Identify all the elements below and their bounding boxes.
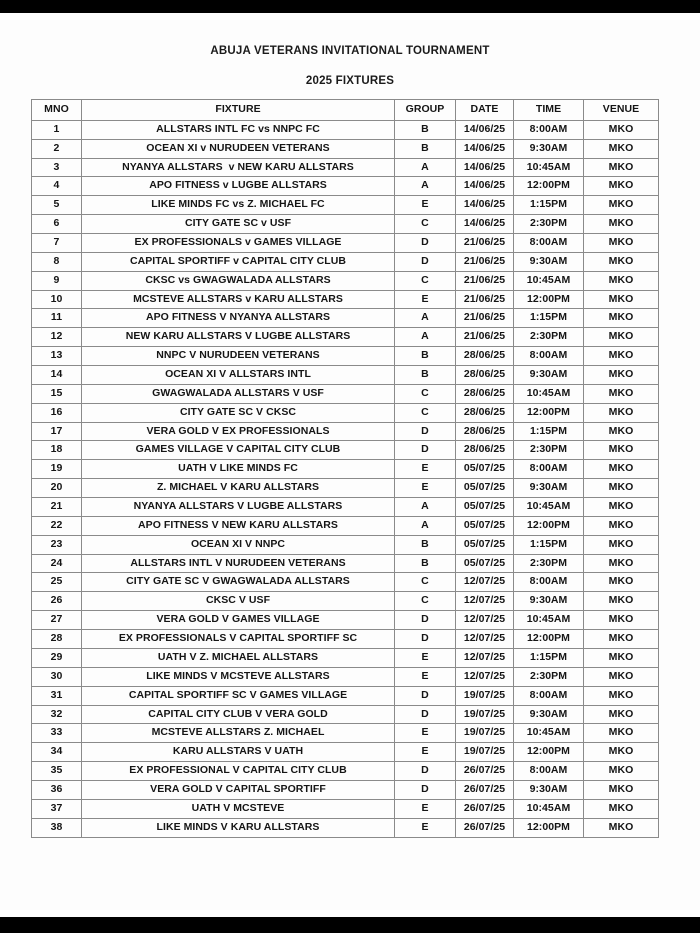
cell-fixture: EX PROFESSIONAL V CAPITAL CITY CLUB — [82, 762, 395, 781]
cell-group: C — [395, 573, 456, 592]
cell-time: 2:30PM — [514, 441, 584, 460]
cell-date: 26/07/25 — [456, 818, 514, 837]
cell-group: B — [395, 366, 456, 385]
table-row — [32, 762, 659, 781]
table-row — [32, 290, 659, 309]
cell-fixture: GWAGWALADA ALLSTARS V USF — [82, 384, 395, 403]
cell-fixture: CITY GATE SC v USF — [82, 215, 395, 234]
cell-mno: 32 — [32, 705, 82, 724]
cell-venue: MKO — [584, 724, 659, 743]
cell-venue: MKO — [584, 611, 659, 630]
cell-date: 05/07/25 — [456, 498, 514, 517]
cell-fixture: ALLSTARS INTL V NURUDEEN VETERANS — [82, 554, 395, 573]
cell-date: 05/07/25 — [456, 535, 514, 554]
cell-date: 12/07/25 — [456, 630, 514, 649]
cell-group: D — [395, 630, 456, 649]
cell-date: 21/06/25 — [456, 309, 514, 328]
cell-date: 19/07/25 — [456, 686, 514, 705]
cell-date: 28/06/25 — [456, 366, 514, 385]
cell-group: A — [395, 177, 456, 196]
table-row — [32, 196, 659, 215]
cell-venue: MKO — [584, 252, 659, 271]
cell-time: 12:00PM — [514, 177, 584, 196]
cell-group: C — [395, 592, 456, 611]
cell-venue: MKO — [584, 177, 659, 196]
cell-mno: 24 — [32, 554, 82, 573]
cell-group: B — [395, 139, 456, 158]
cell-mno: 17 — [32, 422, 82, 441]
bottom-black-bar — [0, 917, 700, 933]
cell-date: 14/06/25 — [456, 177, 514, 196]
cell-mno: 33 — [32, 724, 82, 743]
cell-time: 8:00AM — [514, 573, 584, 592]
cell-mno: 5 — [32, 196, 82, 215]
cell-date: 26/07/25 — [456, 762, 514, 781]
cell-fixture: MCSTEVE ALLSTARS Z. MICHAEL — [82, 724, 395, 743]
cell-date: 28/06/25 — [456, 403, 514, 422]
cell-venue: MKO — [584, 648, 659, 667]
cell-venue: MKO — [584, 573, 659, 592]
table-row — [32, 818, 659, 837]
cell-venue: MKO — [584, 347, 659, 366]
cell-group: C — [395, 271, 456, 290]
cell-venue: MKO — [584, 498, 659, 517]
cell-time: 12:00PM — [514, 403, 584, 422]
cell-time: 9:30AM — [514, 592, 584, 611]
table-row — [32, 799, 659, 818]
table-row — [32, 366, 659, 385]
cell-time: 1:15PM — [514, 422, 584, 441]
cell-mno: 27 — [32, 611, 82, 630]
cell-time: 1:15PM — [514, 648, 584, 667]
cell-mno: 2 — [32, 139, 82, 158]
cell-time: 9:30AM — [514, 705, 584, 724]
cell-date: 21/06/25 — [456, 234, 514, 253]
cell-group: E — [395, 460, 456, 479]
table-row — [32, 120, 659, 139]
cell-group: A — [395, 328, 456, 347]
cell-group: D — [395, 780, 456, 799]
cell-time: 8:00AM — [514, 234, 584, 253]
cell-date: 05/07/25 — [456, 479, 514, 498]
cell-venue: MKO — [584, 234, 659, 253]
cell-fixture: NYANYA ALLSTARS V LUGBE ALLSTARS — [82, 498, 395, 517]
cell-mno: 31 — [32, 686, 82, 705]
cell-time: 12:00PM — [514, 630, 584, 649]
table-row — [32, 535, 659, 554]
page-title: ABUJA VETERANS INVITATIONAL TOURNAMENT — [210, 45, 490, 57]
fixtures-table-container — [31, 99, 658, 838]
cell-mno: 18 — [32, 441, 82, 460]
cell-group: C — [395, 403, 456, 422]
cell-mno: 11 — [32, 309, 82, 328]
cell-group: D — [395, 686, 456, 705]
cell-fixture: GAMES VILLAGE V CAPITAL CITY CLUB — [82, 441, 395, 460]
cell-time: 2:30PM — [514, 667, 584, 686]
cell-mno: 12 — [32, 328, 82, 347]
title-block — [0, 13, 700, 87]
table-header-row — [32, 100, 659, 121]
table-row — [32, 611, 659, 630]
cell-date: 21/06/25 — [456, 328, 514, 347]
cell-fixture: CITY GATE SC V GWAGWALADA ALLSTARS — [82, 573, 395, 592]
cell-group: E — [395, 196, 456, 215]
cell-fixture: EX PROFESSIONALS V CAPITAL SPORTIFF SC — [82, 630, 395, 649]
cell-time: 10:45AM — [514, 611, 584, 630]
cell-venue: MKO — [584, 762, 659, 781]
table-row — [32, 743, 659, 762]
cell-group: E — [395, 667, 456, 686]
cell-group: C — [395, 384, 456, 403]
cell-mno: 7 — [32, 234, 82, 253]
cell-time: 10:45AM — [514, 158, 584, 177]
cell-mno: 4 — [32, 177, 82, 196]
cell-date: 19/07/25 — [456, 743, 514, 762]
cell-date: 12/07/25 — [456, 592, 514, 611]
cell-date: 19/07/25 — [456, 724, 514, 743]
cell-date: 26/07/25 — [456, 799, 514, 818]
cell-fixture: LIKE MINDS V KARU ALLSTARS — [82, 818, 395, 837]
cell-venue: MKO — [584, 403, 659, 422]
cell-time: 12:00PM — [514, 818, 584, 837]
cell-group: E — [395, 818, 456, 837]
cell-mno: 6 — [32, 215, 82, 234]
table-row — [32, 347, 659, 366]
cell-venue: MKO — [584, 384, 659, 403]
cell-fixture: LIKE MINDS FC vs Z. MICHAEL FC — [82, 196, 395, 215]
cell-mno: 8 — [32, 252, 82, 271]
cell-fixture: NEW KARU ALLSTARS V LUGBE ALLSTARS — [82, 328, 395, 347]
cell-time: 2:30PM — [514, 554, 584, 573]
cell-mno: 15 — [32, 384, 82, 403]
cell-mno: 26 — [32, 592, 82, 611]
cell-group: D — [395, 422, 456, 441]
cell-date: 14/06/25 — [456, 120, 514, 139]
cell-mno: 38 — [32, 818, 82, 837]
cell-fixture: Z. MICHAEL V KARU ALLSTARS — [82, 479, 395, 498]
table-row — [32, 554, 659, 573]
cell-group: E — [395, 290, 456, 309]
table-row — [32, 271, 659, 290]
table-row — [32, 460, 659, 479]
cell-venue: MKO — [584, 780, 659, 799]
cell-date: 21/06/25 — [456, 271, 514, 290]
cell-mno: 21 — [32, 498, 82, 517]
table-row — [32, 630, 659, 649]
cell-time: 9:30AM — [514, 479, 584, 498]
cell-venue: MKO — [584, 196, 659, 215]
top-black-bar — [0, 0, 700, 13]
cell-fixture: APO FITNESS V NYANYA ALLSTARS — [82, 309, 395, 328]
cell-time: 10:45AM — [514, 724, 584, 743]
cell-fixture: CAPITAL SPORTIFF SC V GAMES VILLAGE — [82, 686, 395, 705]
cell-mno: 19 — [32, 460, 82, 479]
table-row — [32, 309, 659, 328]
cell-mno: 22 — [32, 516, 82, 535]
cell-group: E — [395, 743, 456, 762]
cell-group: C — [395, 215, 456, 234]
cell-fixture: EX PROFESSIONALS v GAMES VILLAGE — [82, 234, 395, 253]
cell-date: 12/07/25 — [456, 667, 514, 686]
cell-group: B — [395, 347, 456, 366]
cell-mno: 37 — [32, 799, 82, 818]
cell-venue: MKO — [584, 818, 659, 837]
cell-venue: MKO — [584, 535, 659, 554]
cell-mno: 28 — [32, 630, 82, 649]
cell-venue: MKO — [584, 366, 659, 385]
cell-venue: MKO — [584, 271, 659, 290]
cell-date: 19/07/25 — [456, 705, 514, 724]
cell-time: 8:00AM — [514, 347, 584, 366]
cell-mno: 29 — [32, 648, 82, 667]
cell-fixture: CAPITAL SPORTIFF v CAPITAL CITY CLUB — [82, 252, 395, 271]
table-row — [32, 592, 659, 611]
cell-date: 21/06/25 — [456, 252, 514, 271]
cell-venue: MKO — [584, 441, 659, 460]
cell-group: D — [395, 611, 456, 630]
cell-date: 14/06/25 — [456, 215, 514, 234]
cell-venue: MKO — [584, 799, 659, 818]
column-header-venue: VENUE — [584, 100, 659, 121]
cell-date: 14/06/25 — [456, 158, 514, 177]
cell-venue: MKO — [584, 743, 659, 762]
cell-time: 1:15PM — [514, 309, 584, 328]
cell-mno: 20 — [32, 479, 82, 498]
cell-group: E — [395, 724, 456, 743]
cell-group: D — [395, 762, 456, 781]
cell-time: 8:00AM — [514, 460, 584, 479]
table-row — [32, 234, 659, 253]
cell-mno: 35 — [32, 762, 82, 781]
cell-group: A — [395, 309, 456, 328]
cell-time: 10:45AM — [514, 498, 584, 517]
cell-mno: 30 — [32, 667, 82, 686]
cell-venue: MKO — [584, 592, 659, 611]
cell-group: A — [395, 498, 456, 517]
cell-date: 21/06/25 — [456, 290, 514, 309]
cell-fixture: UATH V LIKE MINDS FC — [82, 460, 395, 479]
cell-fixture: CKSC vs GWAGWALADA ALLSTARS — [82, 271, 395, 290]
cell-venue: MKO — [584, 309, 659, 328]
table-row — [32, 177, 659, 196]
cell-mno: 1 — [32, 120, 82, 139]
cell-time: 12:00PM — [514, 290, 584, 309]
cell-fixture: ALLSTARS INTL FC vs NNPC FC — [82, 120, 395, 139]
cell-fixture: UATH V MCSTEVE — [82, 799, 395, 818]
table-row — [32, 139, 659, 158]
cell-fixture: OCEAN XI v NURUDEEN VETERANS — [82, 139, 395, 158]
cell-date: 05/07/25 — [456, 554, 514, 573]
cell-time: 9:30AM — [514, 252, 584, 271]
cell-time: 10:45AM — [514, 271, 584, 290]
cell-date: 05/07/25 — [456, 460, 514, 479]
table-row — [32, 384, 659, 403]
table-row — [32, 724, 659, 743]
cell-mno: 10 — [32, 290, 82, 309]
cell-fixture: MCSTEVE ALLSTARS v KARU ALLSTARS — [82, 290, 395, 309]
cell-fixture: UATH V Z. MICHAEL ALLSTARS — [82, 648, 395, 667]
cell-venue: MKO — [584, 667, 659, 686]
table-row — [32, 441, 659, 460]
cell-group: D — [395, 252, 456, 271]
cell-group: E — [395, 799, 456, 818]
cell-date: 28/06/25 — [456, 441, 514, 460]
table-row — [32, 780, 659, 799]
cell-time: 2:30PM — [514, 215, 584, 234]
table-row — [32, 215, 659, 234]
cell-time: 12:00PM — [514, 516, 584, 535]
table-row — [32, 686, 659, 705]
cell-group: A — [395, 158, 456, 177]
cell-group: E — [395, 648, 456, 667]
cell-date: 28/06/25 — [456, 347, 514, 366]
cell-group: D — [395, 441, 456, 460]
cell-date: 26/07/25 — [456, 780, 514, 799]
cell-venue: MKO — [584, 139, 659, 158]
cell-time: 9:30AM — [514, 366, 584, 385]
table-row — [32, 648, 659, 667]
cell-fixture: CKSC V USF — [82, 592, 395, 611]
table-row — [32, 516, 659, 535]
cell-fixture: APO FITNESS V NEW KARU ALLSTARS — [82, 516, 395, 535]
cell-mno: 36 — [32, 780, 82, 799]
cell-date: 12/07/25 — [456, 573, 514, 592]
cell-time: 1:15PM — [514, 196, 584, 215]
cell-fixture: VERA GOLD V EX PROFESSIONALS — [82, 422, 395, 441]
cell-venue: MKO — [584, 158, 659, 177]
cell-venue: MKO — [584, 479, 659, 498]
cell-fixture: APO FITNESS v LUGBE ALLSTARS — [82, 177, 395, 196]
cell-date: 12/07/25 — [456, 648, 514, 667]
table-row — [32, 252, 659, 271]
cell-time: 1:15PM — [514, 535, 584, 554]
table-row — [32, 158, 659, 177]
cell-group: D — [395, 234, 456, 253]
cell-mno: 34 — [32, 743, 82, 762]
cell-fixture: LIKE MINDS V MCSTEVE ALLSTARS — [82, 667, 395, 686]
cell-group: E — [395, 479, 456, 498]
cell-date: 28/06/25 — [456, 384, 514, 403]
cell-venue: MKO — [584, 554, 659, 573]
table-row — [32, 705, 659, 724]
table-row — [32, 498, 659, 517]
table-row — [32, 403, 659, 422]
cell-fixture: NYANYA ALLSTARS v NEW KARU ALLSTARS — [82, 158, 395, 177]
cell-group: A — [395, 516, 456, 535]
cell-venue: MKO — [584, 460, 659, 479]
cell-fixture: OCEAN XI V NNPC — [82, 535, 395, 554]
cell-fixture: NNPC V NURUDEEN VETERANS — [82, 347, 395, 366]
cell-date: 28/06/25 — [456, 422, 514, 441]
cell-venue: MKO — [584, 686, 659, 705]
cell-mno: 3 — [32, 158, 82, 177]
cell-fixture: OCEAN XI V ALLSTARS INTL — [82, 366, 395, 385]
cell-venue: MKO — [584, 705, 659, 724]
column-header-mno: MNO — [32, 100, 82, 121]
cell-group: D — [395, 705, 456, 724]
cell-fixture: CAPITAL CITY CLUB V VERA GOLD — [82, 705, 395, 724]
cell-venue: MKO — [584, 215, 659, 234]
column-header-time: TIME — [514, 100, 584, 121]
cell-mno: 13 — [32, 347, 82, 366]
cell-time: 8:00AM — [514, 120, 584, 139]
column-header-group: GROUP — [395, 100, 456, 121]
cell-date: 14/06/25 — [456, 139, 514, 158]
cell-time: 2:30PM — [514, 328, 584, 347]
cell-venue: MKO — [584, 516, 659, 535]
cell-venue: MKO — [584, 328, 659, 347]
table-row — [32, 328, 659, 347]
cell-group: B — [395, 120, 456, 139]
cell-fixture: KARU ALLSTARS V UATH — [82, 743, 395, 762]
cell-time: 12:00PM — [514, 743, 584, 762]
cell-venue: MKO — [584, 120, 659, 139]
cell-venue: MKO — [584, 422, 659, 441]
table-row — [32, 479, 659, 498]
cell-mno: 9 — [32, 271, 82, 290]
cell-time: 10:45AM — [514, 799, 584, 818]
page-subtitle: 2025 FIXTURES — [305, 75, 395, 87]
table-row — [32, 573, 659, 592]
cell-mno: 14 — [32, 366, 82, 385]
cell-fixture: VERA GOLD V GAMES VILLAGE — [82, 611, 395, 630]
cell-group: B — [395, 535, 456, 554]
cell-mno: 16 — [32, 403, 82, 422]
document-page — [0, 13, 700, 917]
fixtures-table-body — [32, 120, 659, 837]
cell-date: 05/07/25 — [456, 516, 514, 535]
cell-time: 8:00AM — [514, 762, 584, 781]
cell-mno: 25 — [32, 573, 82, 592]
cell-fixture: CITY GATE SC V CKSC — [82, 403, 395, 422]
cell-mno: 23 — [32, 535, 82, 554]
fixtures-table — [31, 99, 659, 838]
cell-time: 9:30AM — [514, 139, 584, 158]
table-row — [32, 422, 659, 441]
cell-fixture: VERA GOLD V CAPITAL SPORTIFF — [82, 780, 395, 799]
table-row — [32, 667, 659, 686]
cell-date: 14/06/25 — [456, 196, 514, 215]
cell-time: 9:30AM — [514, 780, 584, 799]
cell-group: B — [395, 554, 456, 573]
cell-venue: MKO — [584, 290, 659, 309]
cell-date: 12/07/25 — [456, 611, 514, 630]
column-header-date: DATE — [456, 100, 514, 121]
cell-time: 10:45AM — [514, 384, 584, 403]
cell-venue: MKO — [584, 630, 659, 649]
column-header-fixture: FIXTURE — [82, 100, 395, 121]
cell-time: 8:00AM — [514, 686, 584, 705]
